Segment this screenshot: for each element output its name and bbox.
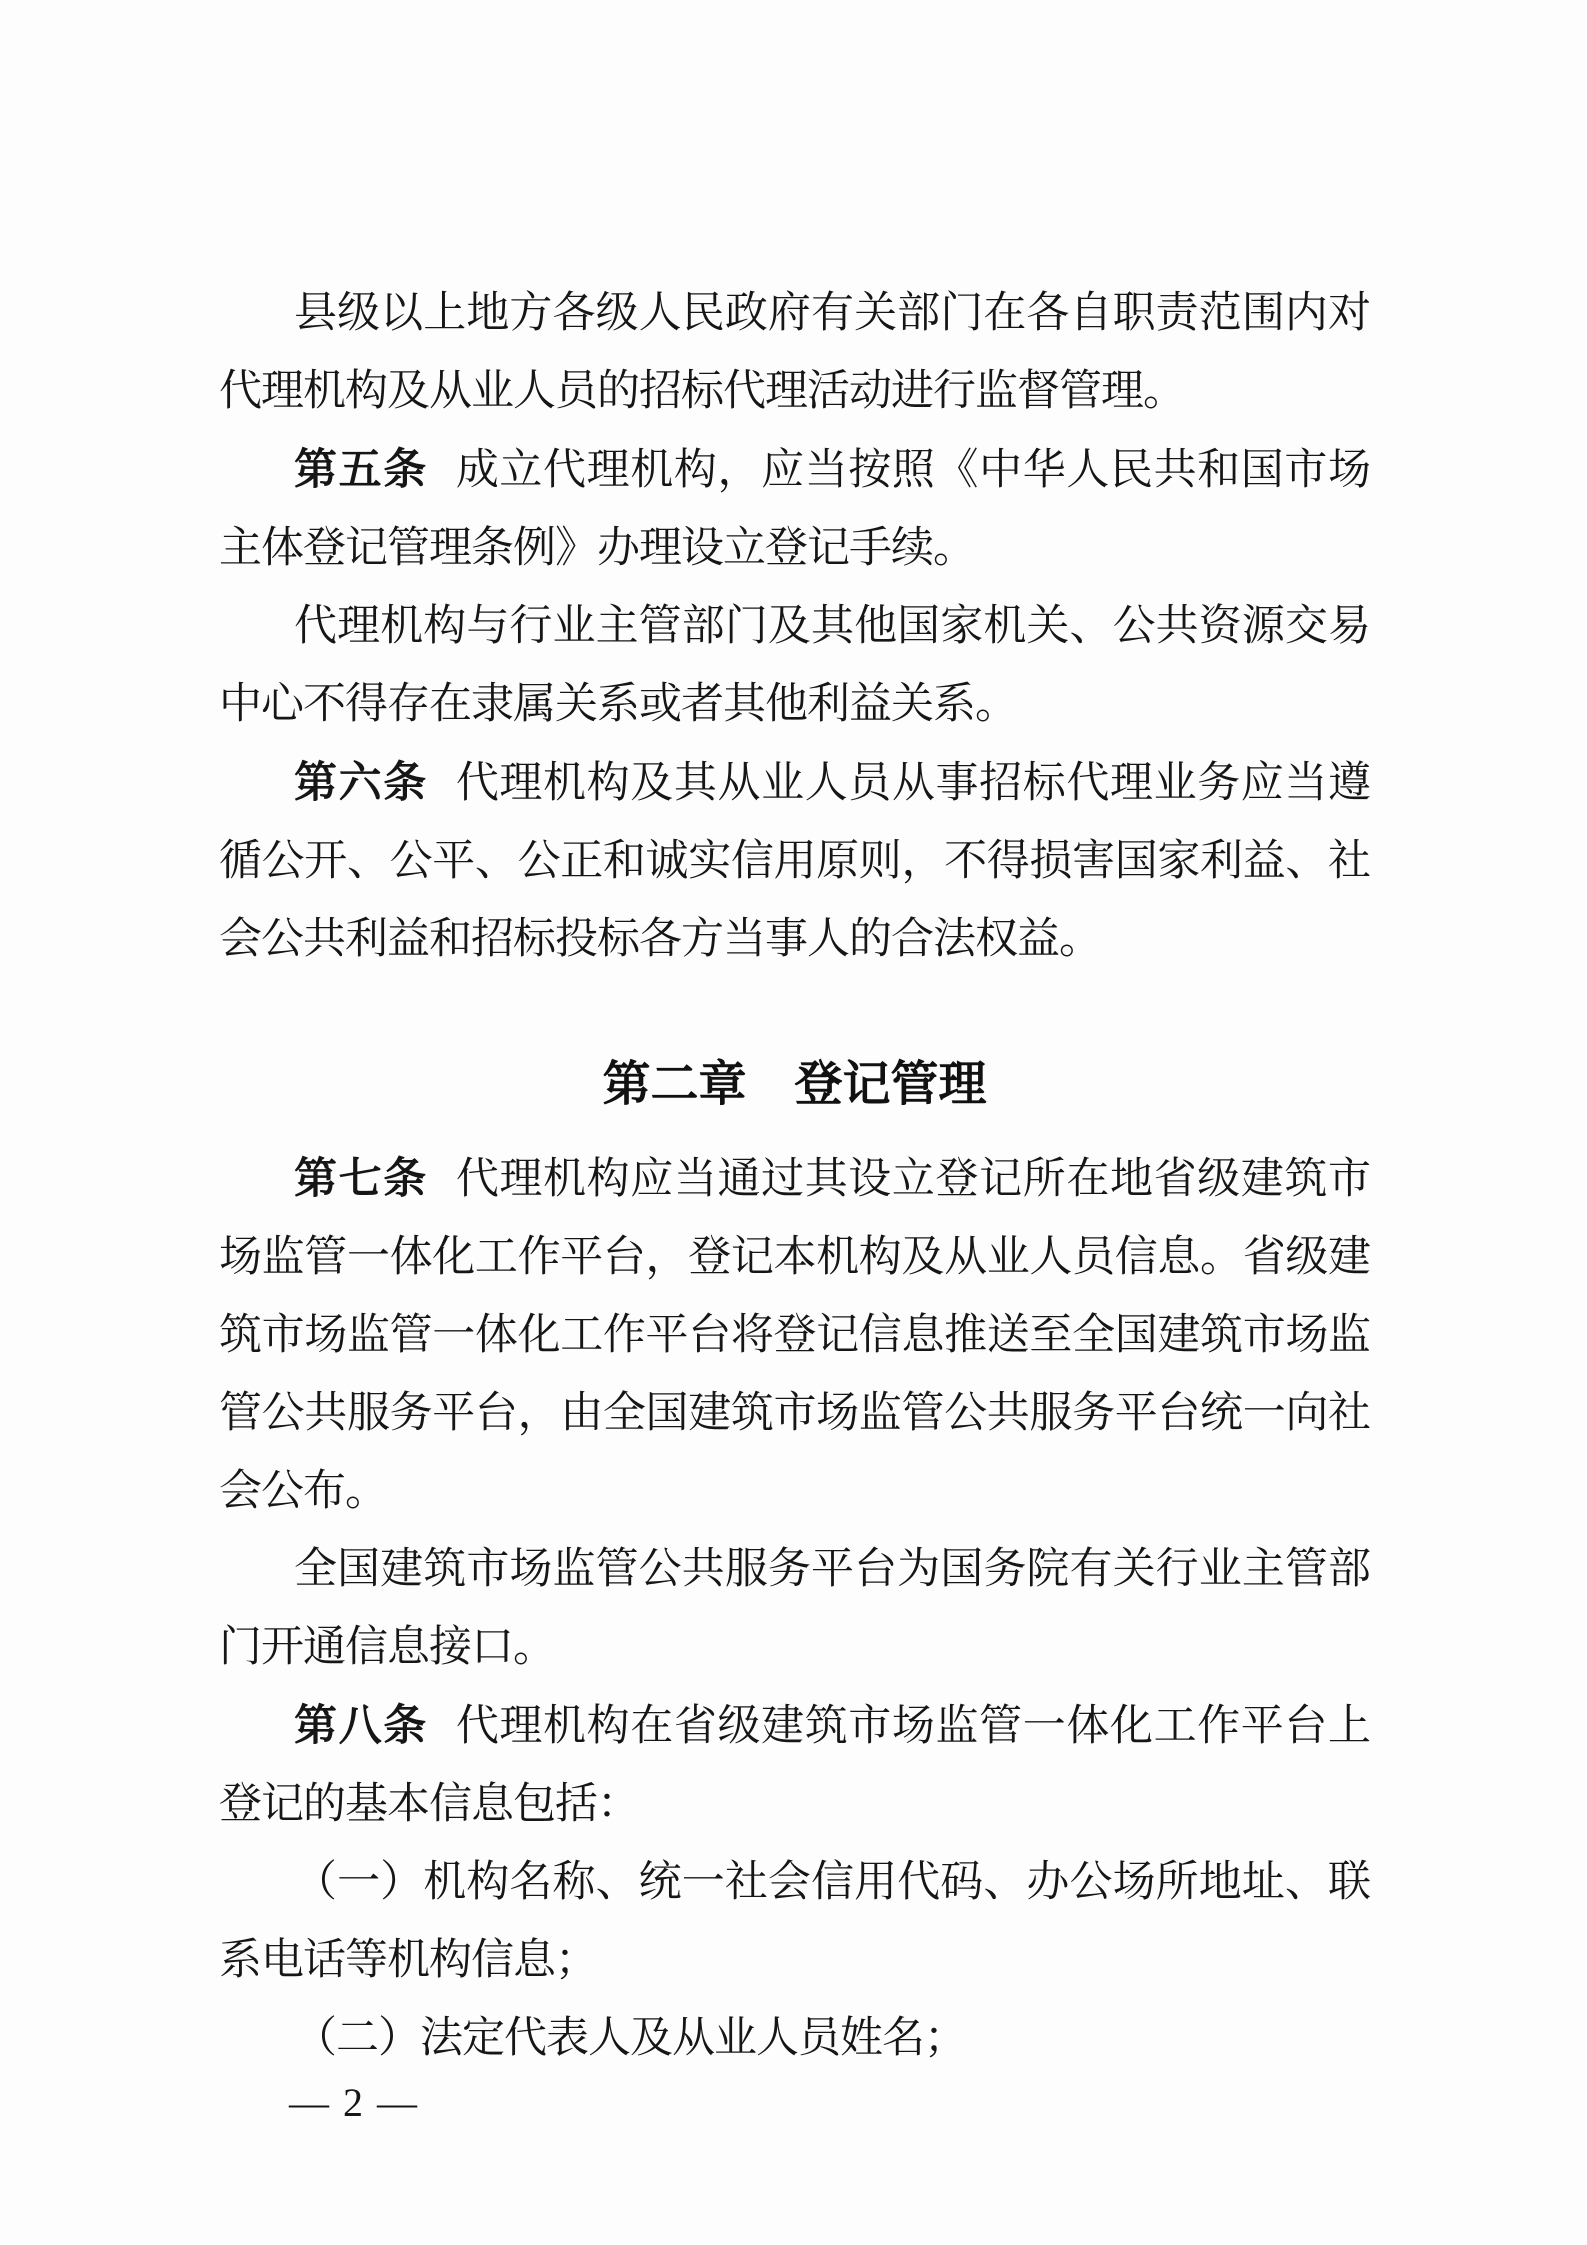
paragraph-text: （一）机构名称、统一社会信用代码、办公场所地址、联系电话等机构信息； — [219, 1859, 1370, 1984]
chapter-number: 第二章 — [602, 1058, 747, 1111]
paragraph — [219, 588, 1370, 744]
paragraph-text: 县级以上地方各级人民政府有关部门在各自职责范围内对代理机构及从业人员的招标代理活动进行监督管理。 — [219, 290, 1370, 415]
paragraph-article-5 — [219, 431, 1370, 588]
article-number-label: 第八条 — [294, 1702, 428, 1750]
paragraph-text: 代理机构及其从业人员从事招标代理业务应当遵循公开、公平、公正和诚实信用原则，不得损害国家利益、社会公共利益和招标投标各方当事人的合法权益。 — [219, 760, 1371, 963]
chapter-title: 登记管理 — [794, 1058, 987, 1111]
paragraph — [219, 1531, 1370, 1687]
paragraph-text: 代理机构与行业主管部门及其他国家机关、公共资源交易中心不得存在隶属关系或者其他利益关系。 — [219, 603, 1370, 728]
page-footer — [289, 2081, 1370, 2125]
paragraph-article-7 — [219, 1140, 1370, 1531]
paragraph — [219, 275, 1370, 431]
paragraph-article-8 — [219, 1687, 1370, 1844]
paragraph-text: 全国建筑市场监管公共服务平台为国务院有关行业主管部门开通信息接口。 — [219, 1546, 1370, 1671]
paragraph-list-item-2 — [219, 2000, 1370, 2078]
paragraph-article-6 — [219, 744, 1370, 979]
paragraph-list-item-1 — [219, 1844, 1370, 2000]
article-number-label: 第七条 — [294, 1155, 428, 1203]
page-body — [219, 275, 1370, 2125]
paragraph-text: 代理机构在省级建筑市场监管一体化工作平台上登记的基本信息包括： — [219, 1703, 1371, 1828]
paragraph-text: （二）法定代表人及从业人员姓名； — [294, 2015, 966, 2062]
paragraph-text: 成立代理机构，应当按照《中华人民共和国市场主体登记管理条例》办理设立登记手续。 — [219, 447, 1371, 572]
article-number-label: 第五条 — [294, 446, 428, 494]
chapter-heading — [219, 1046, 1370, 1124]
page-number: — 2 — — [289, 2080, 419, 2125]
article-number-label: 第六条 — [294, 759, 428, 807]
paragraph-text: 代理机构应当通过其设立登记所在地省级建筑市场监管一体化工作平台，登记本机构及从业人员信息。省级建筑市场监管一体化工作平台将登记信息推送至全国建筑市场监管公共服务平台，由全国建筑市场监管公共服务平台统一向社会公布。 — [219, 1156, 1371, 1515]
